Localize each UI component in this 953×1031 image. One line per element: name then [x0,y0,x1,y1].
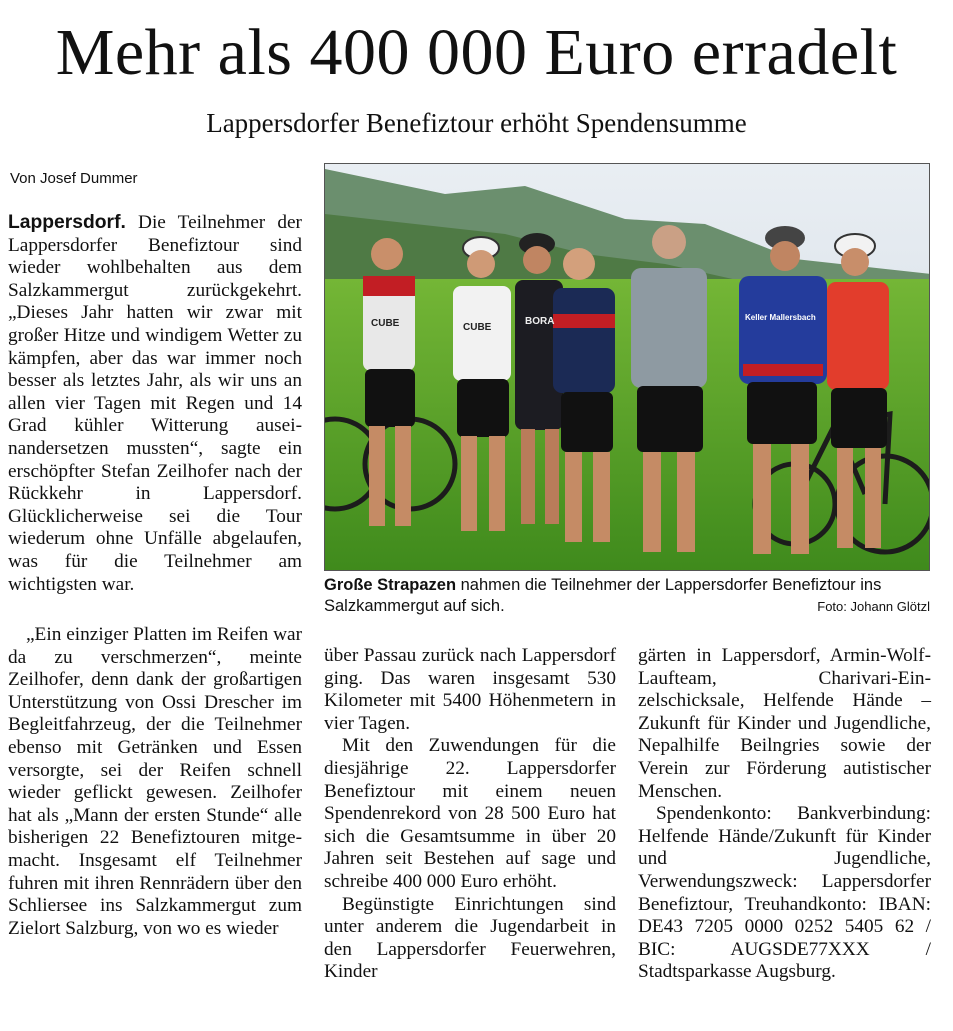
photo-credit: Foto: Johann Glötzl [817,599,930,614]
column-1-bottom [8,624,302,940]
paragraph-4: Mit den Zuwendungen für die diesjährige 22. Lappersdorfer Benefiztour mit einem neuen Spendenrekord von 28 500 Euro hat sich die Gesamtsumme in über 20 Jahren seit Bestehen auf sage und schreibe 400 000 Euro erhöht. [324,735,616,892]
caption-lead: Große Strapazen [324,576,457,594]
jersey-label-6: Keller Mallersbach [745,313,816,322]
paragraph-2: „Ein einziger Platten im Reifen war da zu verschmerzen“, meinte Zeilhofer, denn dank der großartigen Unterstützung von Ossi Drescher im Begleitfahrzeug, der die Teilnehmer ebenso mit Getränken und Essen versorgte, sei der Reifen schnell wieder geflickt gewesen. Zeilhofer hat als „Mann der ersten Stunde“ alle bisherigen 22 Benefiztouren mitgemacht. Insgesamt elf Teilnehmer fuhren mit ihren Rennrädern über den Schliersee ins Salzkammergut zum Zielort Salzburg, von wo es wieder [8,624,302,939]
paragraph-7: Spendenkonto: Bankverbindung: Helfende Hände/Zukunft für Kinder und Jugendliche, Verwendungszweck: Lappersdorfer Benefiztour, Treuhandkonto: IBAN: DE43 7205 0000 0252 5405 62 / BIC: AUGSDE77XXX / Stadtsparkasse Augsburg. [638,803,931,983]
paragraph-1: Die Teilnehmer der Lappersdorfer Benefiztour sind wieder wohlbehalten aus dem Salzkammergut zurückgekehrt. „Dieses Jahr hatten wir zwar mit großer Hitze und windigem Wetter zu kämpfen, aber das war immer noch besser als letztes Jahr, als wir uns an allen vier Tagen mit Regen und 14 Grad kühler Witterung auseinandersetzen mussten“, sagte ein erschöpfter Stefan Zeilhofer nach der Rückkehr in Lappersdorf. Glücklicherweise sei die Tour wiederum ohne Unfälle abgelaufen, was für die Teilnehmer am wichtigsten war. [8,212,302,595]
cyclists-photo [324,163,930,571]
column-2 [324,645,616,984]
paragraph-5: Begünstigte Einrichtungen sind unter anderem die Jugendarbeit in den Lappersdorfer Feuerwehren, Kinder [324,893,616,983]
paragraph-3: über Passau zurück nach Lappersdorf ging. Das waren insgesamt 530 Kilometer mit 5400 Höhenmetern in vier Tagen. [324,645,616,734]
byline: Von Josef Dummer [10,170,138,187]
headline: Mehr als 400 000 Euro erradelt [55,16,898,89]
jersey-label-3: BORA [525,316,555,327]
dateline: Lappersdorf. [8,212,126,233]
jersey-label-1: CUBE [371,318,400,329]
column-3 [638,645,931,984]
column-1-top [8,212,302,596]
paragraph-6: gärten in Lappersdorf, Armin-Wolf-Laufteam, Charivari-Einzelschicksale, Helfende Hände – Zukunft für Kinder und Jugendliche, Nepalhilfe Beilngries sowie der Verein zur Förderung autistischer Menschen. [638,645,931,802]
caption-text: nahmen die Teilnehmer der Lappersdorfer Benefiztour ins Salzkammergut auf sich. [324,576,882,615]
subheadline: Lappersdorfer Benefiztour erhöht Spendensumme [206,108,747,138]
jersey-label-2: CUBE [463,322,492,333]
